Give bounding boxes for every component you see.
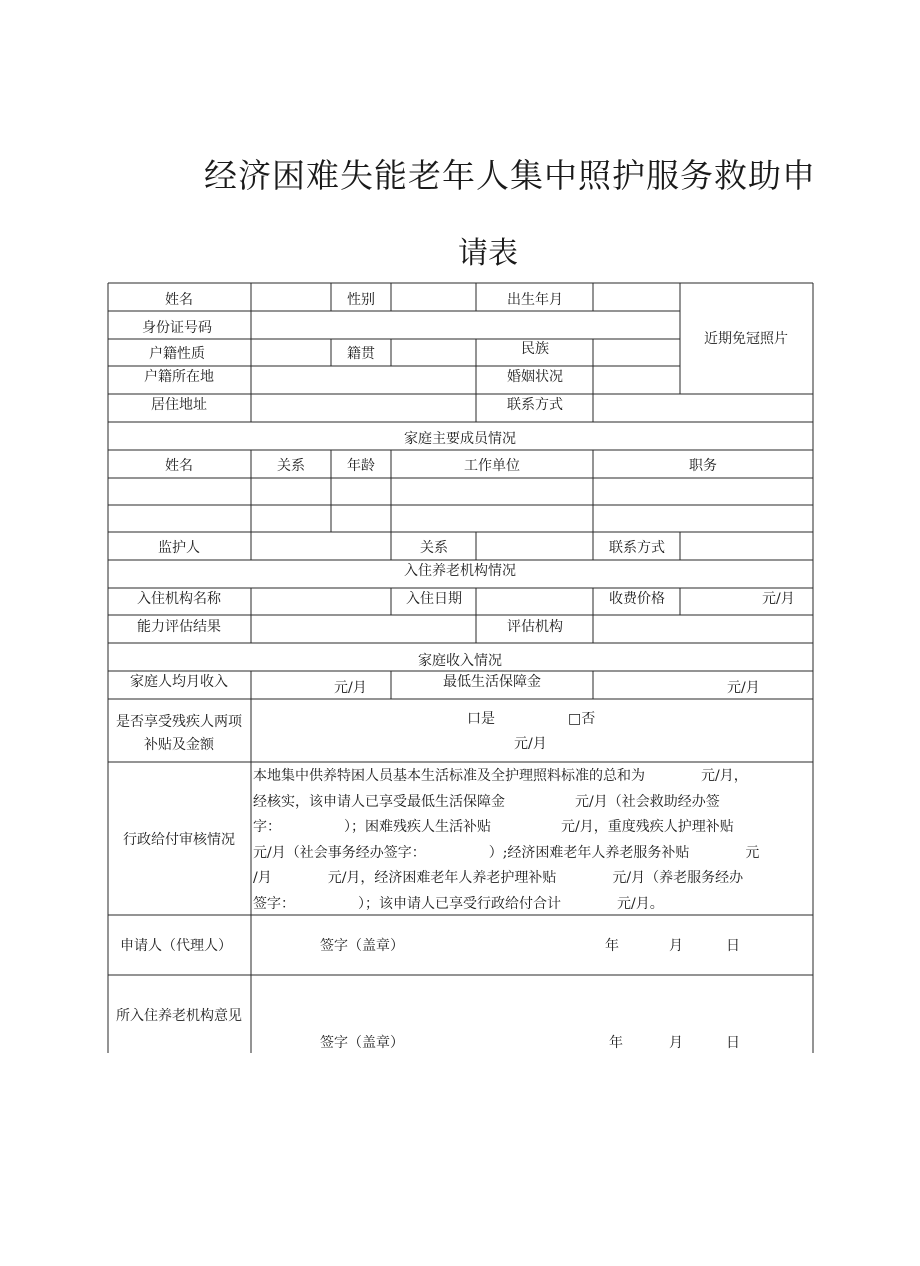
monthly-income-unit: 元/月 <box>334 680 367 696</box>
label-applicant: 申请人（代理人） <box>120 938 232 954</box>
admin-line-4: 元/月（社会事务经办签字： ）;经济困难老年人养老服务补贴 元 <box>253 844 760 861</box>
admin-line-3: 字： ）；困难残疾人生活补贴 元/月，重度残疾人护理补贴 <box>253 819 734 835</box>
label-id-number: 身份证号码 <box>142 320 212 336</box>
form-title-line2: 请表 <box>458 236 518 271</box>
label-household-location: 户籍所在地 <box>144 369 214 385</box>
admin-review-text <box>253 764 793 917</box>
label-residence: 居住地址 <box>151 397 207 413</box>
section-income: 家庭收入情况 <box>418 653 502 669</box>
label-disability-1: 是否享受残疾人两项 <box>116 714 242 730</box>
label-assessment: 能力评估结果 <box>137 619 221 635</box>
label-guardian: 监护人 <box>158 540 200 556</box>
label-household-type: 户籍性质 <box>149 346 205 362</box>
label-native-place: 籍贯 <box>347 346 375 362</box>
photo-placeholder: 近期免冠照片 <box>704 331 788 347</box>
applicant-sign: 签字（盖章） <box>320 938 404 954</box>
family-header-relation: 关系 <box>277 458 305 474</box>
label-institution-opinion: 所入住养老机构意见 <box>116 1008 242 1024</box>
applicant-year: 年 <box>605 938 619 954</box>
admin-line-6: 签字： ）；该申请人已享受行政给付合计 元/月。 <box>253 895 664 912</box>
disability-unit: 元/月 <box>514 736 547 752</box>
disability-no-checkbox[interactable]: □否 <box>568 711 596 727</box>
opinion-day: 日 <box>726 1035 740 1051</box>
label-admission-date: 入住日期 <box>406 591 462 607</box>
label-institution-name: 入住机构名称 <box>137 591 221 607</box>
label-contact: 联系方式 <box>507 397 563 413</box>
form-title-line1: 经济困难失能老年人集中照护服务救助申 <box>204 156 816 195</box>
label-admin-review: 行政给付审核情况 <box>123 832 235 848</box>
family-header-position: 职务 <box>689 458 717 474</box>
opinion-sign: 签字（盖章） <box>320 1035 404 1051</box>
family-header-work-unit: 工作单位 <box>464 458 520 474</box>
opinion-month: 月 <box>669 1035 683 1051</box>
label-min-living: 最低生活保障金 <box>443 674 541 690</box>
applicant-month: 月 <box>669 938 683 954</box>
section-family: 家庭主要成员情况 <box>404 431 516 447</box>
label-monthly-income: 家庭人均月收入 <box>130 674 228 690</box>
section-institution: 入住养老机构情况 <box>404 563 516 579</box>
family-header-age: 年龄 <box>347 458 375 474</box>
label-name: 姓名 <box>165 292 193 308</box>
label-guardian-contact: 联系方式 <box>609 540 665 556</box>
label-ethnicity: 民族 <box>521 341 549 357</box>
label-fee: 收费价格 <box>609 591 665 607</box>
admin-line-5: /月 元/月，经济困难老年人养老护理补贴 元/月（养老服务经办 <box>253 870 744 886</box>
opinion-year: 年 <box>609 1035 623 1051</box>
family-header-name: 姓名 <box>165 458 193 474</box>
admin-line-2: 经核实，该申请人已享受最低生活保障金 元/月（社会救助经办签 <box>253 793 720 810</box>
label-disability-2: 补贴及金额 <box>144 737 214 753</box>
label-guardian-relation: 关系 <box>420 540 448 556</box>
label-gender: 性别 <box>347 292 375 308</box>
label-marital-status: 婚姻状况 <box>507 369 563 385</box>
applicant-day: 日 <box>726 938 740 954</box>
admin-line-1: 本地集中供养特困人员基本生活标准及全护理照料标准的总和为 元/月， <box>253 768 748 784</box>
label-birth: 出生年月 <box>507 292 563 308</box>
min-living-unit: 元/月 <box>727 680 760 696</box>
disability-yes-checkbox[interactable]: 口是 <box>467 711 495 727</box>
label-assessor: 评估机构 <box>507 619 563 635</box>
fee-unit: 元/月 <box>762 591 795 607</box>
